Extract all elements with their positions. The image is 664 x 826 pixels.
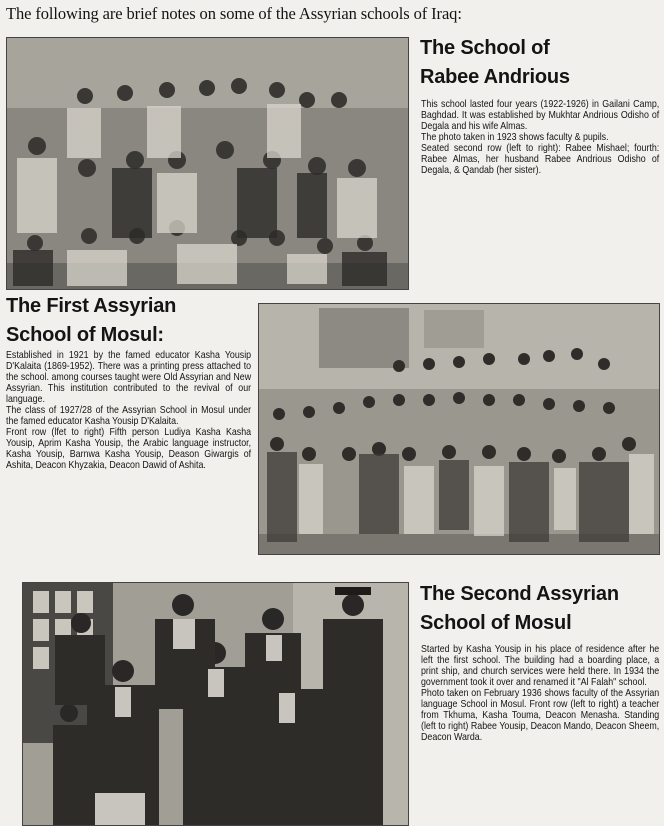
section-2-text xyxy=(6,350,251,471)
section-2-title-line-1: The First Assyrian xyxy=(6,295,177,317)
section-1-text xyxy=(421,99,659,176)
section-2-title xyxy=(6,292,176,350)
section-1-title-line-1: The School of xyxy=(420,37,550,59)
section-3-title-line-1: The Second Assyrian xyxy=(420,583,619,605)
section-3-text xyxy=(421,644,659,743)
paragraph: This school lasted four years (1922-1926) in Gailani Camp, Baghdad. It was established by Mukhtar Andrious Odisho of Degala and his wife Almas. xyxy=(421,99,660,132)
paragraph: Established in 1921 by the famed educator Kasha Yousip D'Kalaita (1869-1952). There was a printing press attached to the school. among courses taught were Old Assyrian and New Assyrian. This institution contributed to the revival of our language. xyxy=(6,350,252,405)
section-1-title-line-2: Rabee Andrious xyxy=(420,66,570,88)
paragraph: The class of 1927/28 of the Assyrian School in Mosul under the famed educator Kasha Yousip D'Kalaita. xyxy=(6,405,252,427)
section-3-title-line-2: School of Mosul xyxy=(420,612,572,634)
second-school-of-mosul-photo xyxy=(22,582,409,826)
section-2-title-line-2: School of Mosul: xyxy=(6,324,164,346)
section-3-title xyxy=(420,580,619,638)
rabee-andrious-school-photo xyxy=(6,37,409,290)
section-1-title xyxy=(420,34,570,92)
intro-line: The following are brief notes on some of the Assyrian schools of Iraq: xyxy=(6,4,462,23)
paragraph: Started by Kasha Yousip in his place of residence after he left the first school. The building had a boarding place, a print ship, and church services were held there. In 1934 the government took it over and renamed it "Al Falah" school. xyxy=(421,644,660,688)
paragraph: Seated second row (left to right): Rabee Mishael; fourth: Rabee Almas, her husband Rabee Andrious Odisho of Degala, & Qandab (her sister). xyxy=(421,143,660,176)
first-school-of-mosul-photo xyxy=(258,303,660,555)
paragraph: Front row (lfet to right) Fifth person Ludiya Kasha Kasha Yousip, Aprim Kasha Yousip, the Arabic language instructor, Kasha Yousip, Barnwa Kasha Yousip, Deason Giwargis of Ashita, Deacon Khyzakia, Deacon Dawid of Ashita. xyxy=(6,427,252,471)
paragraph: The photo taken in 1923 shows faculty & pupils. xyxy=(421,132,609,143)
paragraph: Photo taken on February 1936 shows faculty of the Assyrian language School in Mosul. Front row (left to right) a teacher from Tkhuma, Kasha Touma, Deacon Menasha. Standing (left to right) Rabee Yousip, Deacon Mando, Deacon Sheem, Deacon Warda. xyxy=(421,688,660,743)
